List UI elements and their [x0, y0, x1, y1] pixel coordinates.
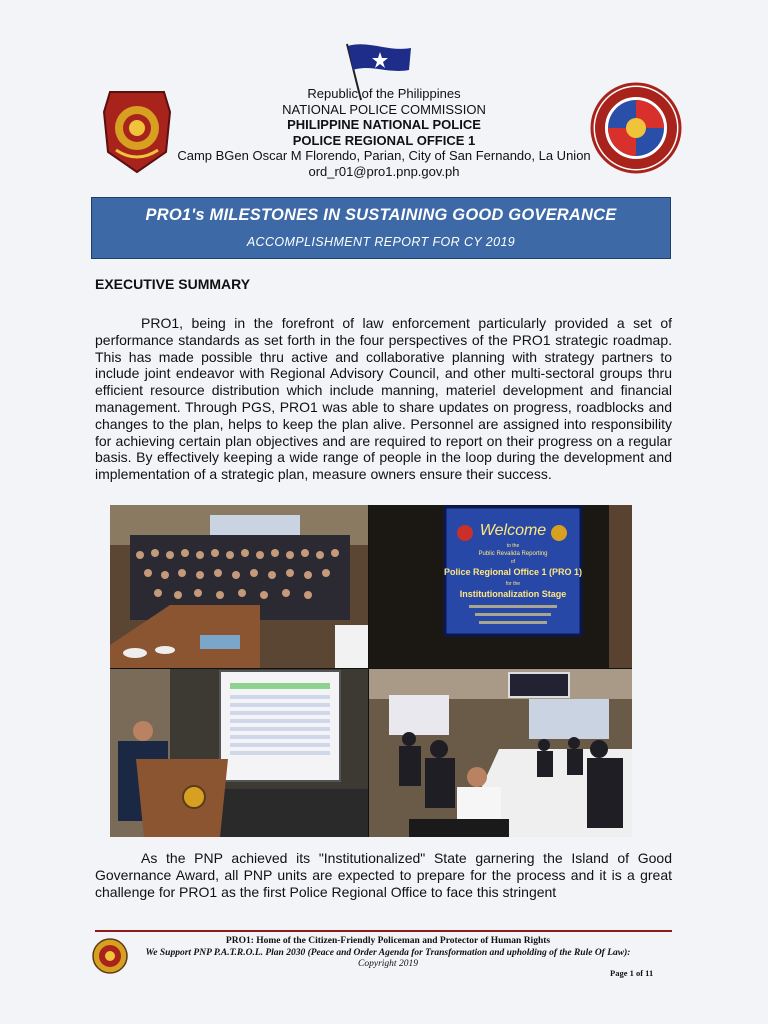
address-line: Camp BGen Oscar M Florendo, Parian, City of San Fernando, La Union — [177, 148, 591, 163]
section-heading: EXECUTIVE SUMMARY — [95, 276, 251, 292]
summary-paragraph-1: PRO1, being in the forefront of law enforcement particularly provided a set of performance standards as set forth in the four perspectives of the PRO1 strategic roadmap. This has made possible thru active and collaborative planning with strategy partners to include joint endeavor with Regional Advisory Council, and other multi-sectoral groups thru efficient resource distribution which include manning, materiel development and financial management. Through PGS, PRO1 was able to share updates on progress, roadblocks and changes to the plan, helps to keep the plan alive. Personnel are assigned into responsibility for achieving certain plan objectives and are required to report on their progress on a regular basis. By effectively keeping a wide range of people in the loop during the development and implementation of a strategic plan, measure owners ensure their success. — [95, 315, 672, 483]
page-number: Page 1 of 11 — [610, 968, 654, 978]
commission-line: NATIONAL POLICE COMMISSION — [282, 101, 486, 117]
footer — [128, 936, 648, 971]
footer-rule — [95, 930, 672, 932]
footer-seal-icon — [92, 938, 128, 974]
letterhead — [168, 86, 600, 179]
report-subtitle: ACCOMPLISHMENT REPORT FOR CY 2019 — [246, 235, 516, 249]
footer-motto: PRO1: Home of the Citizen-Friendly Policeman and Protector of Human Rights — [225, 936, 551, 946]
footer-patrol-plan: We Support PNP P.A.T.R.O.L. Plan 2030 (Peace and Order Agenda for Transformation and upholding of the Rule Of Law): — [145, 947, 631, 958]
slide-line-3: of — [510, 559, 516, 565]
footer-copyright: Copyright 2019 — [358, 959, 418, 969]
slide-line-5: for the — [505, 581, 521, 587]
pnp-seal-icon — [100, 82, 174, 174]
slide-line-4: Police Regional Office 1 (PRO 1) — [443, 567, 583, 577]
slide-line-6: Institutionalization Stage — [459, 589, 567, 599]
slide-welcome: Welcome — [479, 522, 547, 539]
welcome-slide-photo — [369, 505, 632, 668]
report-title-banner — [91, 197, 671, 259]
speaker-photo — [110, 669, 368, 837]
summary-paragraph-2: As the PNP achieved its "Institutionalized" State garnering the Island of Good Governance Award, all PNP units are expected to prepare for the process and it is a great challenge for PRO1 as the first Police Regional Office to face this stringent — [95, 850, 672, 900]
photo-collage — [110, 505, 632, 837]
slide-line-1: to the — [506, 543, 520, 549]
meeting-photo — [369, 669, 632, 837]
group-photo — [110, 505, 368, 668]
slide-line-2: Public Revalida Reporting — [478, 551, 548, 557]
email-line: ord_r01@pro1.pnp.gov.ph — [308, 163, 460, 179]
pnp-line: PHILIPPINE NATIONAL POLICE — [287, 117, 481, 132]
report-title: PRO1's MILESTONES IN SUSTAINING GOOD GOVERANCE — [145, 206, 617, 224]
republic-line: Republic of the Philippines — [307, 86, 461, 101]
pro1-seal-icon — [590, 82, 682, 174]
office-line: POLICE REGIONAL OFFICE 1 — [292, 132, 476, 148]
